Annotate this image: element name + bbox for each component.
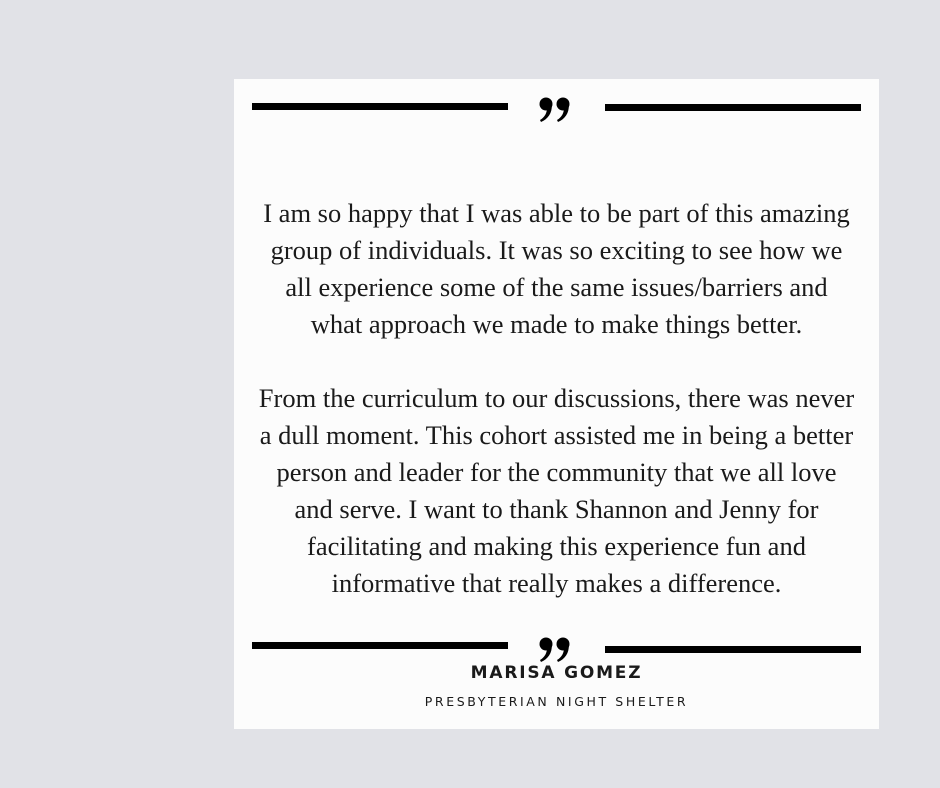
bottom-left-rule	[252, 642, 508, 649]
testimonial-quote	[258, 195, 855, 602]
top-right-rule	[605, 104, 861, 111]
quote-icon	[538, 97, 572, 123]
quote-paragraph: I am so happy that I was able to be part of this amazing group of individuals. It was so exciting to see how we all experience some of the same issues/barriers and what approach we made to make things better.	[263, 198, 850, 339]
author-name: MARISA GOMEZ	[470, 663, 643, 683]
top-left-rule	[252, 103, 508, 110]
bottom-right-rule	[605, 646, 861, 653]
testimonial-card	[234, 79, 879, 729]
author-organization: PRESBYTERIAN NIGHT SHELTER	[424, 694, 689, 709]
quote-icon	[538, 637, 572, 663]
quote-paragraph: From the curriculum to our discussions, there was never a dull moment. This cohort assisted me in being a better person and leader for the community that we all love and serve. I want to thank Shannon and Jenny for facilitating and making this experience fun and informative that really makes a difference.	[258, 383, 855, 598]
